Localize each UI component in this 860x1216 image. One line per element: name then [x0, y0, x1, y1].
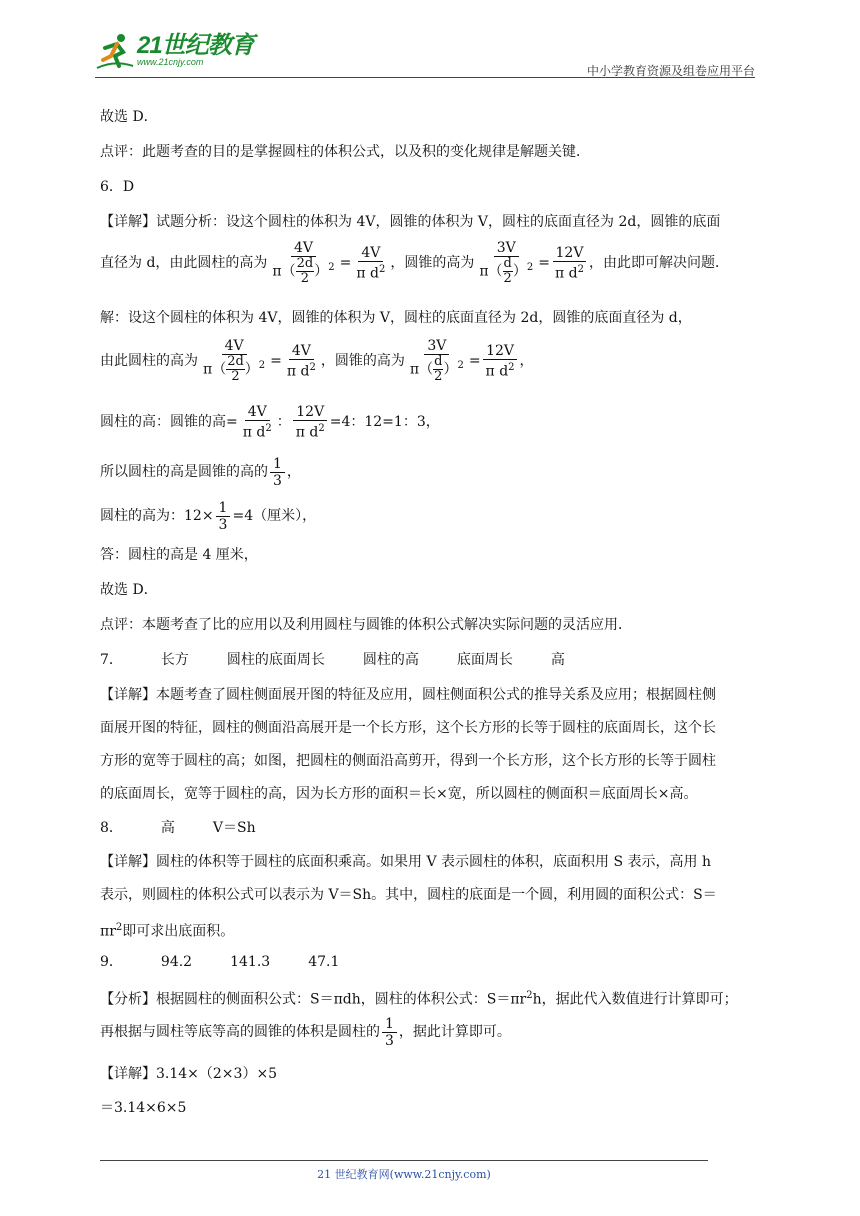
page-footer: 21 世纪教育网(www.21cnjy.com) — [317, 1168, 491, 1181]
text-line: 【分析】根据圆柱的侧面积公式：S＝πdh，圆柱的体积公式：$S=\pi r^2h$，据此代入数值进行计算即可； — [100, 990, 738, 1008]
site-logo — [95, 30, 254, 70]
fraction: $\frac{12V}{\pi d^2}$ — [552, 245, 587, 282]
formula-line: 由此圆柱的高为 4V π（ $\frac{2d}{2}$ ）$^2$ = $\frac{4V}{\pi d^2}$ ，圆锥的高为 3V π（ $\frac{d}{2}$ ）$^2$ = $\frac{12V}{\pi d^2}$ ， — [100, 338, 534, 384]
answer-number: 6．D — [100, 179, 135, 195]
fraction: $\frac{4V}{\pi d^2}$ — [286, 342, 316, 380]
text-line: 【详解】3.14×（2×3）×5 — [100, 1066, 278, 1082]
logo-title: 21世纪教育 — [137, 32, 254, 59]
text-line: 点评：此题考查的目的是掌握圆柱的体积公式，以及积的变化规律是解题关键． — [100, 144, 590, 160]
header-divider — [95, 77, 755, 78]
platform-label: 中小学教育资源及组卷应用平台 — [586, 64, 755, 78]
text-line: ＝3.14×6×5 — [100, 1100, 187, 1116]
fraction: $\frac{1}{3}$ — [216, 500, 231, 533]
fraction: $\frac{4V}{\pi d^2}$ — [356, 244, 386, 282]
fraction: 3V π（ $\frac{d}{2}$ ）$^2$ — [409, 338, 464, 384]
formula-line: 圆柱的高为：12× $\frac{1}{3}$ =4（厘米）， — [100, 499, 317, 533]
fraction: 4V π（ $\frac{2d}{2}$ ）$^2$ — [272, 240, 335, 286]
text-line: $\pi r^2$即可求出底面积。 — [100, 922, 235, 940]
formula-line: 所以圆柱的高是圆锥的高的 $\frac{1}{3}$ ， — [100, 455, 301, 489]
fraction: $\frac{4V}{\pi d^2}$ — [242, 403, 272, 441]
text-line: 点评：本题考查了比的应用以及利用圆柱与圆锥的体积公式解决实际问题的灵活应用． — [100, 617, 632, 633]
text-line: 故选 D． — [100, 582, 158, 598]
formula-line: 再根据与圆柱等底等高的圆锥的体积是圆柱的 $\frac{1}{3}$ ，据此计算即可。 — [100, 1015, 511, 1049]
text-line: 面展开图的特征，圆柱的侧面沿高展开是一个长方形，这个长方形的长等于圆柱的底面周长，这个长 — [100, 720, 716, 736]
runner-logo-icon — [95, 30, 135, 70]
page-header — [95, 30, 755, 78]
text-line: 方形的宽等于圆柱的高；如图，把圆柱的侧面沿高剪开，得到一个长方形，这个长方形的长等于圆柱 — [100, 753, 716, 769]
text-line: 【详解】圆柱的体积等于圆柱的底面积乘高。如果用 V 表示圆柱的体积，底面积用 S 表示，高用 h — [100, 854, 711, 870]
fraction: $\frac{12V}{\pi d^2}$ — [293, 404, 328, 441]
text-line: 的底面周长，宽等于圆柱的高，因为长方形的面积＝长×宽，所以圆柱的侧面积＝底面周长×高。 — [100, 786, 698, 802]
text-line: 故选 D． — [100, 109, 158, 125]
formula-line: 直径为 d，由此圆柱的高为 4V π（ $\frac{2d}{2}$ ）$^2$ = $\frac{4V}{\pi d^2}$ ，圆锥的高为 3V π（ $\frac{d}{2}$ ）$^2$ = $\frac{12V}{\pi d^2}$ ，由此即可解决问题． — [100, 240, 729, 286]
text-line: 表示，则圆柱的体积公式可以表示为 V＝Sh。其中，圆柱的底面是一个圆，利用圆的面积公式：S＝ — [100, 887, 717, 903]
formula-line: 圆柱的高：圆锥的高= $\frac{4V}{\pi d^2}$ ： $\frac{12V}{\pi d^2}$ =4：12=1：3， — [100, 403, 440, 441]
answer-blanks-line: 9． 94.2 141.3 47.1 — [100, 954, 340, 970]
fraction: 3V π（ $\frac{d}{2}$ ）$^2$ — [479, 240, 534, 286]
text-line: 【详解】本题考查了圆柱侧面展开图的特征及应用，圆柱侧面积公式的推导关系及应用；根据圆柱侧 — [100, 687, 716, 703]
footer-divider — [100, 1160, 708, 1161]
text-line: 【详解】试题分析：设这个圆柱的体积为 4V，圆锥的体积为 V，圆柱的底面直径为 2d，圆锥的底面 — [100, 214, 721, 230]
fraction: $\frac{12V}{\pi d^2}$ — [483, 343, 518, 380]
fraction: $\frac{1}{3}$ — [270, 456, 285, 489]
fraction: 4V π（ $\frac{2d}{2}$ ）$^2$ — [203, 338, 266, 384]
text-line: 解：设这个圆柱的体积为 4V，圆锥的体积为 V，圆柱的底面直径为 2d，圆锥的底面直径为 d， — [100, 310, 692, 326]
text-line: 答：圆柱的高是 4 厘米， — [100, 547, 258, 563]
fraction: $\frac{1}{3}$ — [382, 1016, 397, 1049]
answer-blanks-line: 7． 长方 圆柱的底面周长 圆柱的高 底面周长 高 — [100, 652, 565, 668]
logo-url: www.21cnjy.com — [137, 57, 204, 67]
answer-blanks-line: 8． 高 V＝Sh — [100, 820, 256, 836]
